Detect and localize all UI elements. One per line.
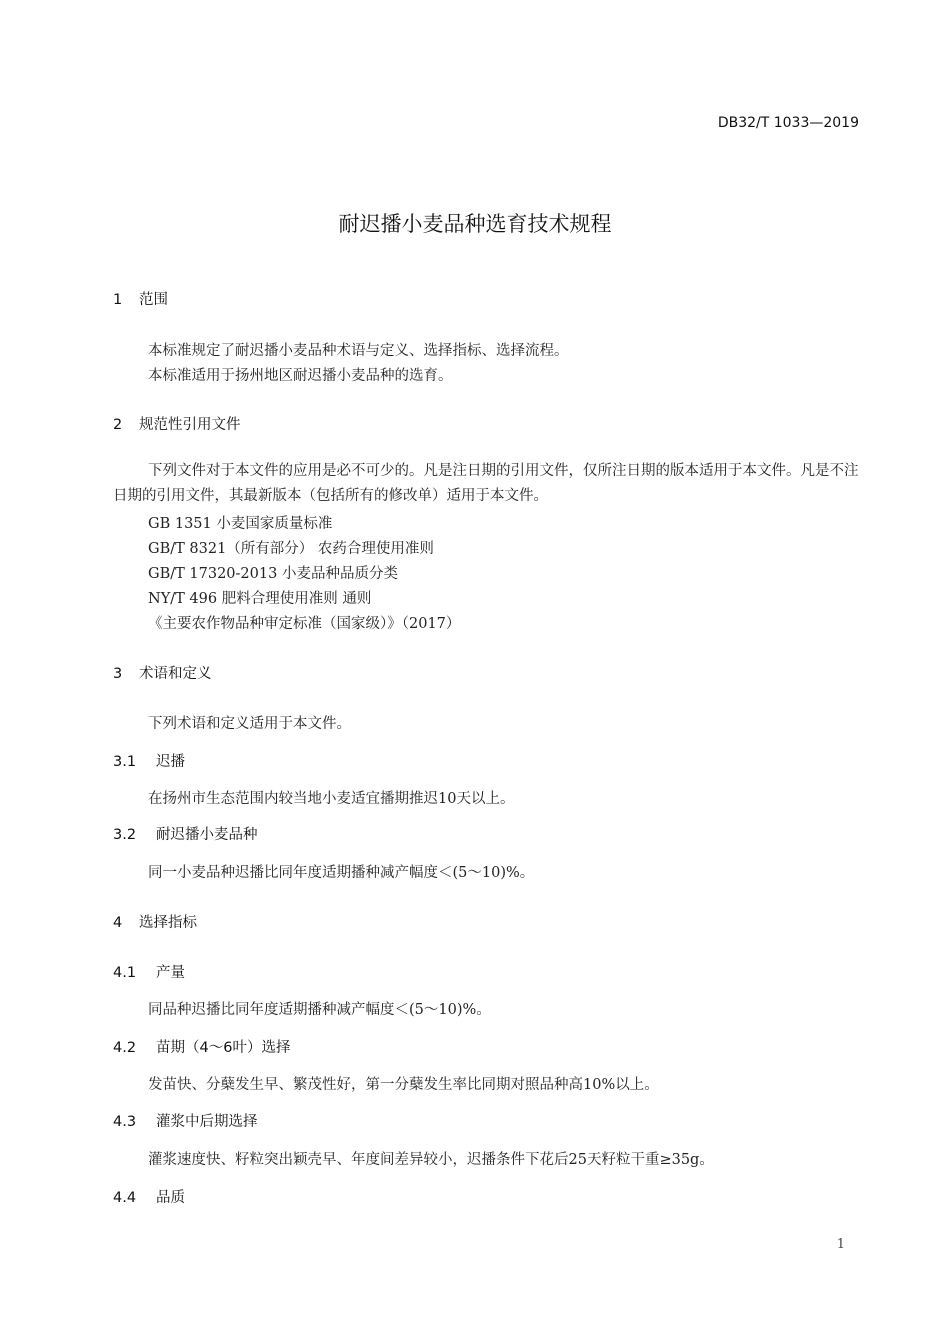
standard-code: DB32/T 1033—2019 (717, 115, 859, 131)
subsection-number: 4.1 (113, 965, 137, 981)
subsection-number: 3.1 (113, 754, 137, 770)
subsection-title: 耐迟播小麦品种 (156, 827, 258, 843)
section-heading-terms (113, 662, 212, 683)
reference-item: GB/T 8321（所有部分） 农药合理使用准则 (148, 541, 434, 557)
section-title: 选择指标 (139, 915, 197, 931)
reference-item: GB 1351 小麦国家质量标准 (148, 516, 333, 532)
subsection-title: 灌浆中后期选择 (156, 1114, 258, 1130)
section-heading-normative-references (113, 413, 241, 434)
subsection-title: 迟播 (156, 754, 185, 770)
paragraph: 下列术语和定义适用于本文件。 (148, 716, 351, 732)
paragraph: 同品种迟播比同年度适期播种减产幅度＜(5～10)%。 (148, 1002, 491, 1018)
subsection-heading-grain-filling (113, 1110, 258, 1131)
subsection-heading-quality (113, 1186, 185, 1207)
paragraph: 本标准适用于扬州地区耐迟播小麦品种的选育。 (148, 368, 453, 384)
section-number: 1 (113, 292, 123, 308)
page-number: 1 (836, 1237, 845, 1252)
section-title: 术语和定义 (139, 666, 212, 682)
paragraph: 在扬州市生态范围内较当地小麦适宜播期推迟10天以上。 (148, 791, 515, 807)
subsection-heading-seedling-stage (113, 1036, 290, 1057)
subsection-number: 3.2 (113, 827, 137, 843)
reference-item: NY/T 496 肥料合理使用准则 通则 (148, 591, 372, 607)
document-title: 耐迟播小麦品种选育技术规程 (338, 212, 612, 236)
paragraph: 发苗快、分蘖发生早、繁茂性好，第一分蘖发生率比同期对照品种高10%以上。 (148, 1077, 659, 1093)
subsection-heading-yield (113, 961, 185, 982)
subsection-title: 品质 (156, 1190, 185, 1206)
subsection-number: 4.2 (113, 1040, 137, 1056)
subsection-heading-late-sowing-tolerant-variety (113, 823, 258, 844)
subsection-title: 苗期（4～6叶）选择 (156, 1040, 291, 1056)
section-number: 3 (113, 666, 123, 682)
subsection-number: 4.4 (113, 1190, 137, 1206)
subsection-number: 4.3 (113, 1114, 137, 1130)
subsection-title: 产量 (156, 965, 185, 981)
section-heading-selection-indices (113, 911, 197, 932)
reference-item: 《主要农作物品种审定标准（国家级）》（2017） (148, 616, 461, 632)
references-intro-paragraph: 下列文件对于本文件的应用是必不可少的。凡是注日期的引用文件，仅所注日期的版本适用于本文件。凡是不注日期的引用文件，其最新版本（包括所有的修改单）适用于本文件。 (113, 463, 859, 504)
paragraph: 同一小麦品种迟播比同年度适期播种减产幅度＜(5～10)%。 (148, 865, 535, 881)
reference-item: GB/T 17320-2013 小麦品种品质分类 (148, 566, 398, 582)
section-number: 4 (113, 915, 123, 931)
section-title: 规范性引用文件 (139, 417, 241, 433)
paragraph: 灌浆速度快、籽粒突出颖壳早、年度间差异较小，迟播条件下花后25天籽粒干重≥35g。 (148, 1152, 714, 1168)
section-number: 2 (113, 417, 123, 433)
section-heading-scope (113, 288, 168, 309)
subsection-heading-late-sowing (113, 750, 185, 771)
section-title: 范围 (139, 292, 168, 308)
paragraph: 本标准规定了耐迟播小麦品种术语与定义、选择指标、选择流程。 (148, 343, 569, 359)
